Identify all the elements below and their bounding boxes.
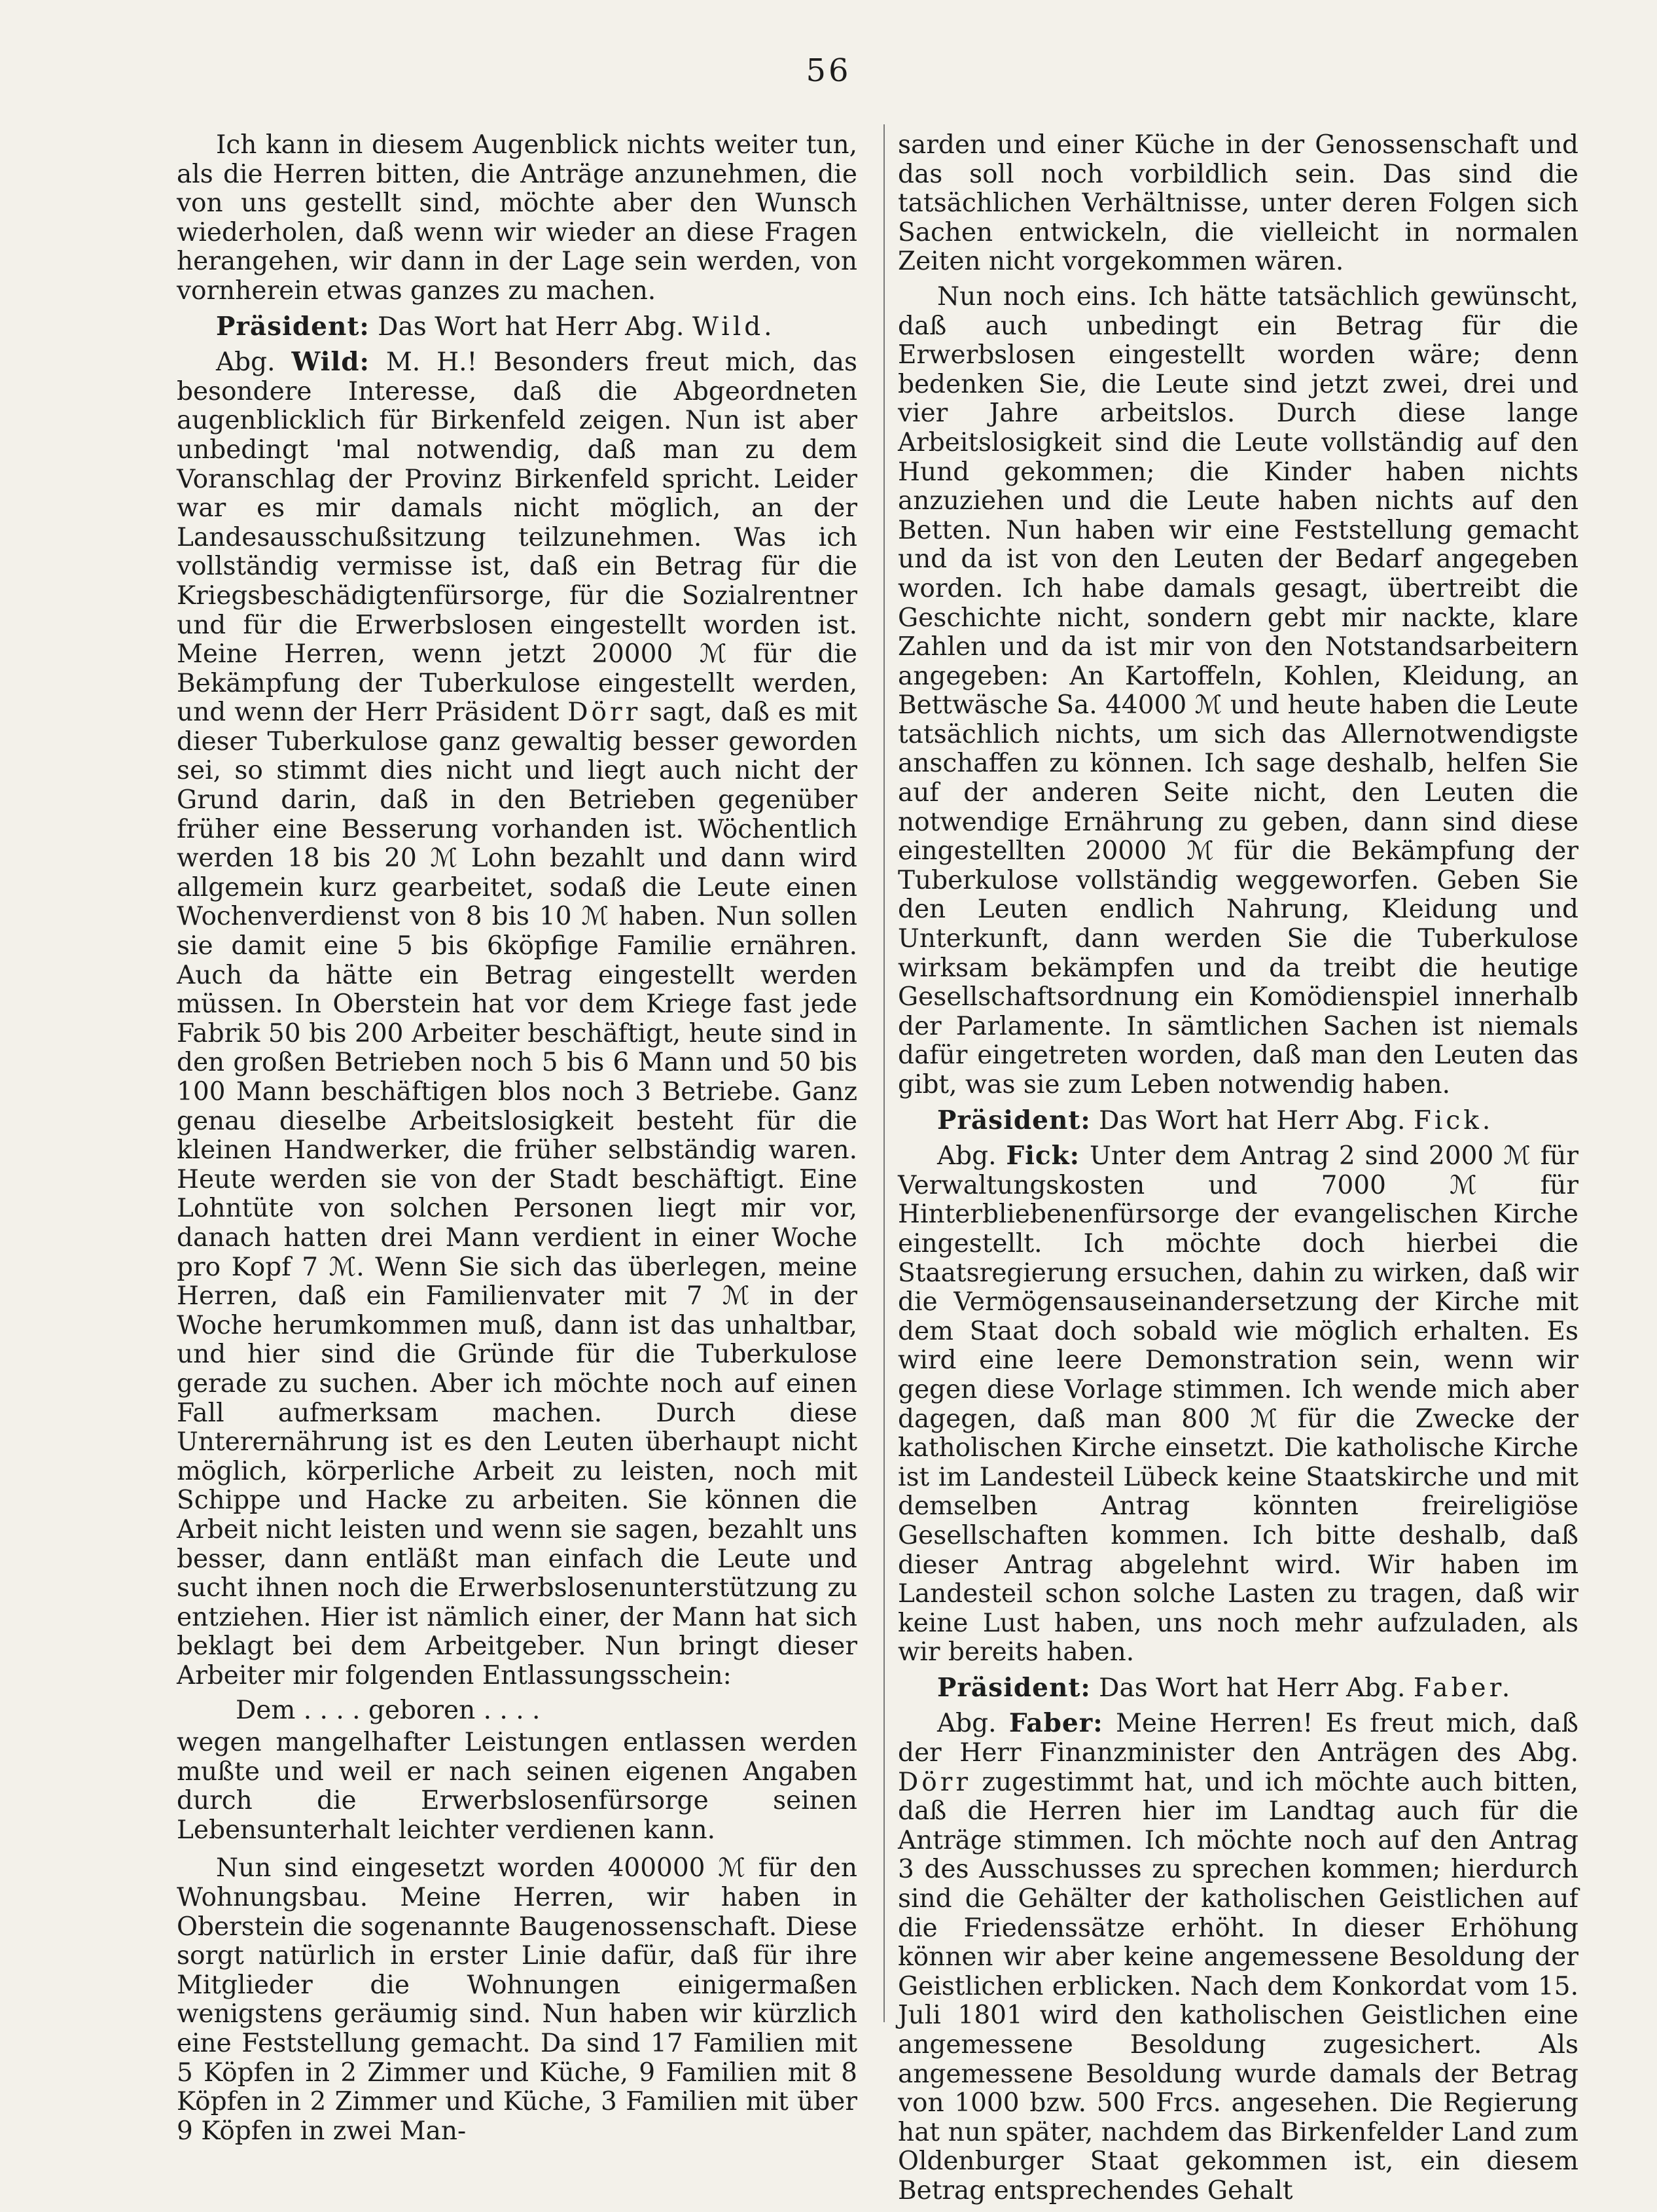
paragraph: Nun noch eins. Ich hätte tatsächlich gewünscht, daß auch unbedingt ein Betrag für die Erwerbslosen eingestellt worden wäre; denn bedenken Sie, die Leute sind jetzt zwei, drei und vier Jahre arbeitslos. Durch diese lange Arbeitslosigkeit sind die Leute vollständig auf den Hund gekommen; die Kinder haben nichts anzuziehen und die Leute haben nichts auf den Betten. Nun haben wir eine Feststellung gemacht und da ist von den Leuten der Bedarf angegeben worden. Ich habe damals gesagt, übertreibt die Geschichte nicht, sondern gebt mir nackte, klare Zahlen und da ist mir von den Notstandsarbeitern angegeben: An Kartoffeln, Kohlen, Kleidung, an Bettwäsche Sa. 44000 ℳ und heute haben die Leute tatsächlich nichts, um sich das Allernotwendigste anschaffen zu können. Ich sage deshalb, helfen Sie auf der anderen Seite nicht, den Leuten die notwendige Ernährung zu geben, dann sind diese eingestellten 20000 ℳ für die Bekämpfung der Tuberkulose vollständig weggeworfen. Geben Sie den Leuten endlich Nahrung, Kleidung und Unterkunft, dann werden Sie die Tuberkulose wirksam bekämpfen und da treibt die heutige Gesellschaftsordnung ein Komödienspiel innerhalb der Parlamente. In sämtlichen Sachen ist niemals dafür eingetreten worden, daß man den Leuten das gibt, was sie zum Leben notwendig haben. [898,281,1578,1099]
speaker-label: Präsident: [937,1672,1091,1703]
speaker-label: Faber: [1008,1708,1103,1739]
speaker-text: Das Wort hat Herr Abg. [1099,1673,1406,1703]
speaker-prefix: Abg. [216,348,276,378]
speaker-paragraph [898,1106,1578,1136]
left-column [177,131,857,2152]
right-column [898,131,1578,2212]
speaker-text: Das Wort hat Herr Abg. [378,312,685,342]
speech-text: Unter dem Antrag 2 sind 2000 ℳ für Verwaltungskosten und 7000 ℳ für Hinterbliebenenfürsorge der evangelischen Kirche eingestellt. Ich möchte doch hierbei die Staatsregierung ersuchen, dahin zu wirken, daß wir die Vermögensauseinandersetzung der Kirche mit dem Staat doch sobald wie möglich erhalten. Es wird eine leere Demonstration sein, wenn wir gegen diese Vorlage stimmen. Ich wende mich aber dagegen, daß man 800 ℳ für die Zwecke der katholischen Kirche einsetzt. Die katholische Kirche ist im Landesteil Lübeck keine Staatskirche und mit demselben Antrag könnten freireligiöse Gesellschaften kommen. Ich bitte deshalb, daß dieser Antrag abgelehnt wird. Wir haben im Landesteil schon solche Lasten zu tragen, daß wir keine Lust haben, uns noch mehr aufzuladen, als wir bereits haben. [898,1141,1578,1668]
speaker-name: Fick. [1413,1105,1494,1135]
speaker-label: Präsident: [216,311,370,342]
speaker-label: Fick: [1006,1141,1080,1171]
paragraph: sarden und einer Küche in der Genossenschaft und das soll noch vorbildlich sein. Das sind die tatsächlichen Verhältnisse, unter deren Folgen sich Sachen entwickeln, die vielleicht in normalen Zeiten nicht vorgekommen wären. [898,130,1578,277]
speaker-label: Wild: [291,347,370,378]
person-name: Dörr [567,698,641,728]
speaker-text: Das Wort hat Herr Abg. [1099,1105,1406,1135]
speaker-name: Faber. [1413,1673,1514,1703]
column-divider [883,124,885,2022]
paragraph: Nun sind eingesetzt worden 400000 ℳ für den Wohnungsbau. Meine Herren, wir haben in Oberstein die sogenannte Baugenossenschaft. Diese sorgt natürlich in erster Linie dafür, daß für ihre Mitglieder die Wohnungen einigermaßen wenigstens geräumig sind. Nun haben wir kürzlich eine Feststellung gemacht. Da sind 17 Familien mit 5 Köpfen in 2 Zimmer und Küche, 9 Familien mit 8 Köpfen in 2 Zimmer und Küche, 3 Familien mit über 9 Köpfen in zwei Man- [177,1853,857,2146]
speech-text: sagt, daß es mit dieser Tuberkulose ganz gewaltig besser geworden sei, so stimmt dies nicht und liegt auch nicht der Grund darin, daß in den Betrieben gegenüber früher eine Besserung vorhanden ist. Wöchentlich werden 18 bis 20 ℳ Lohn bezahlt und dann wird allgemein kurz gearbeitet, sodaß die Leute einen Wochenverdienst von 8 bis 10 ℳ haben. Nun sollen sie damit eine 5 bis 6köpfige Familie ernähren. Auch da hätte ein Betrag eingestellt werden müssen. In Oberstein hat vor dem Kriege fast jede Fabrik 50 bis 200 Arbeiter beschäftigt, heute sind in den großen Betrieben noch 5 bis 6 Mann und 50 bis 100 Mann beschäftigen blos noch 3 Betriebe. Ganz genau dieselbe Arbeitslosigkeit besteht für die kleinen Handwerker, die früher selbständig waren. Heute werden sie von der Stadt beschäftigt. Eine Lohntüte von solchen Personen liegt mir vor, danach hatten drei Mann verdient in einer Woche pro Kopf 7 ℳ. Wenn Sie sich das überlegen, meine Herren, daß ein Familienvater mit 7 ℳ in der Woche herumkommen muß, dann ist das unhaltbar, und hier sind die Gründe für die Tuberkulose gerade zu suchen. Aber ich möchte noch auf einen Fall aufmerksam machen. Durch diese Unterernährung ist es den Leuten überhaupt nicht möglich, körperliche Arbeit zu leisten, noch mit Schippe und Hacke zu arbeiten. Sie können die Arbeit nicht leisten und wenn sie sagen, bezahlt uns besser, dann entläßt man einfach die Leute und sucht ihnen noch die Erwerbslosenunterstützung zu entziehen. Hier ist nämlich einer, der Mann hat sich beklagt bei dem Arbeitgeber. Nun bringt dieser Arbeiter mir folgenden Entlassungsschein: [177,698,857,1690]
speaker-label: Präsident: [937,1105,1091,1135]
speech-text: Meine Herren! Es freut mich, daß der Herr Finanzminister den Anträgen des Abg. [898,1709,1578,1768]
speaker-prefix: Abg. [937,1141,997,1171]
speaker-paragraph [898,1673,1578,1704]
person-name: Dörr [898,1767,972,1797]
page-number: 56 [806,52,851,89]
speech-paragraph [898,1141,1578,1668]
quote-line: Dem . . . . geboren . . . . [236,1696,541,1726]
speech-text: zugestimmt hat, und ich möchte auch bitten, daß die Herren hier im Landtag auch für die Anträge stimmen. Ich möchte noch auf den Antrag 3 des Ausschusses zu sprechen kommen; hierdurch sind die Gehälter der katholischen Geistlichen auf die Friedenssätze erhöht. In dieser Erhöhung können wir aber keine angemessene Besoldung der Geistlichen erblicken. Nach dem Konkordat vom 15. Juli 1801 wird den katholischen Geistlichen eine angemessene Besoldung zugesichert. Als angemessene Besoldung wurde damals der Betrag von 1000 bzw. 500 Frcs. angesehen. Die Regierung hat nun später, nachdem das Birkenfelder Land zum Oldenburger Staat gekommen ist, ein diesem Betrag entsprechendes Gehalt [898,1767,1578,2205]
speech-paragraph [898,1709,1578,2205]
speech-text: M. H.! Besonders freut mich, das besondere Interesse, daß die Abgeordneten augenblicklich für Birkenfeld zeigen. Nun ist aber unbedingt 'mal notwendig, daß man zu dem Voranschlag der Provinz Birkenfeld spricht. Leider war es mir damals nicht möglich, an der Landesausschußsitzung teilzunehmen. Was ich vollständig vermisse ist, daß ein Betrag für die Kriegsbeschädigtenfürsorge, für die Sozialrentner und für die Erwerbslosen eingestellt worden ist. Meine Herren, wenn jetzt 20000 ℳ für die Bekämpfung der Tuberkulose eingestellt werden, und wenn der Herr Präsident [177,348,857,728]
speaker-name: Wild. [692,312,775,342]
speaker-paragraph [177,312,857,342]
paragraph: Ich kann in diesem Augenblick nichts weiter tun, als die Herren bitten, die Anträge anzunehmen, die von uns gestellt sind, möchte aber den Wunsch wiederholen, daß wenn wir wieder an diese Fragen herangehen, wir dann in der Lage sein werden, von vornherein etwas ganzes zu machen. [177,130,857,306]
quote-body: wegen mangelhafter Leistungen entlassen werden mußte und weil er nach seinen eigenen Angaben durch die Erwerbslosenfürsorge seinen Lebensunterhalt leichter verdienen kann. [177,1728,857,1845]
speech-paragraph [177,348,857,1690]
speaker-prefix: Abg. [937,1709,997,1739]
